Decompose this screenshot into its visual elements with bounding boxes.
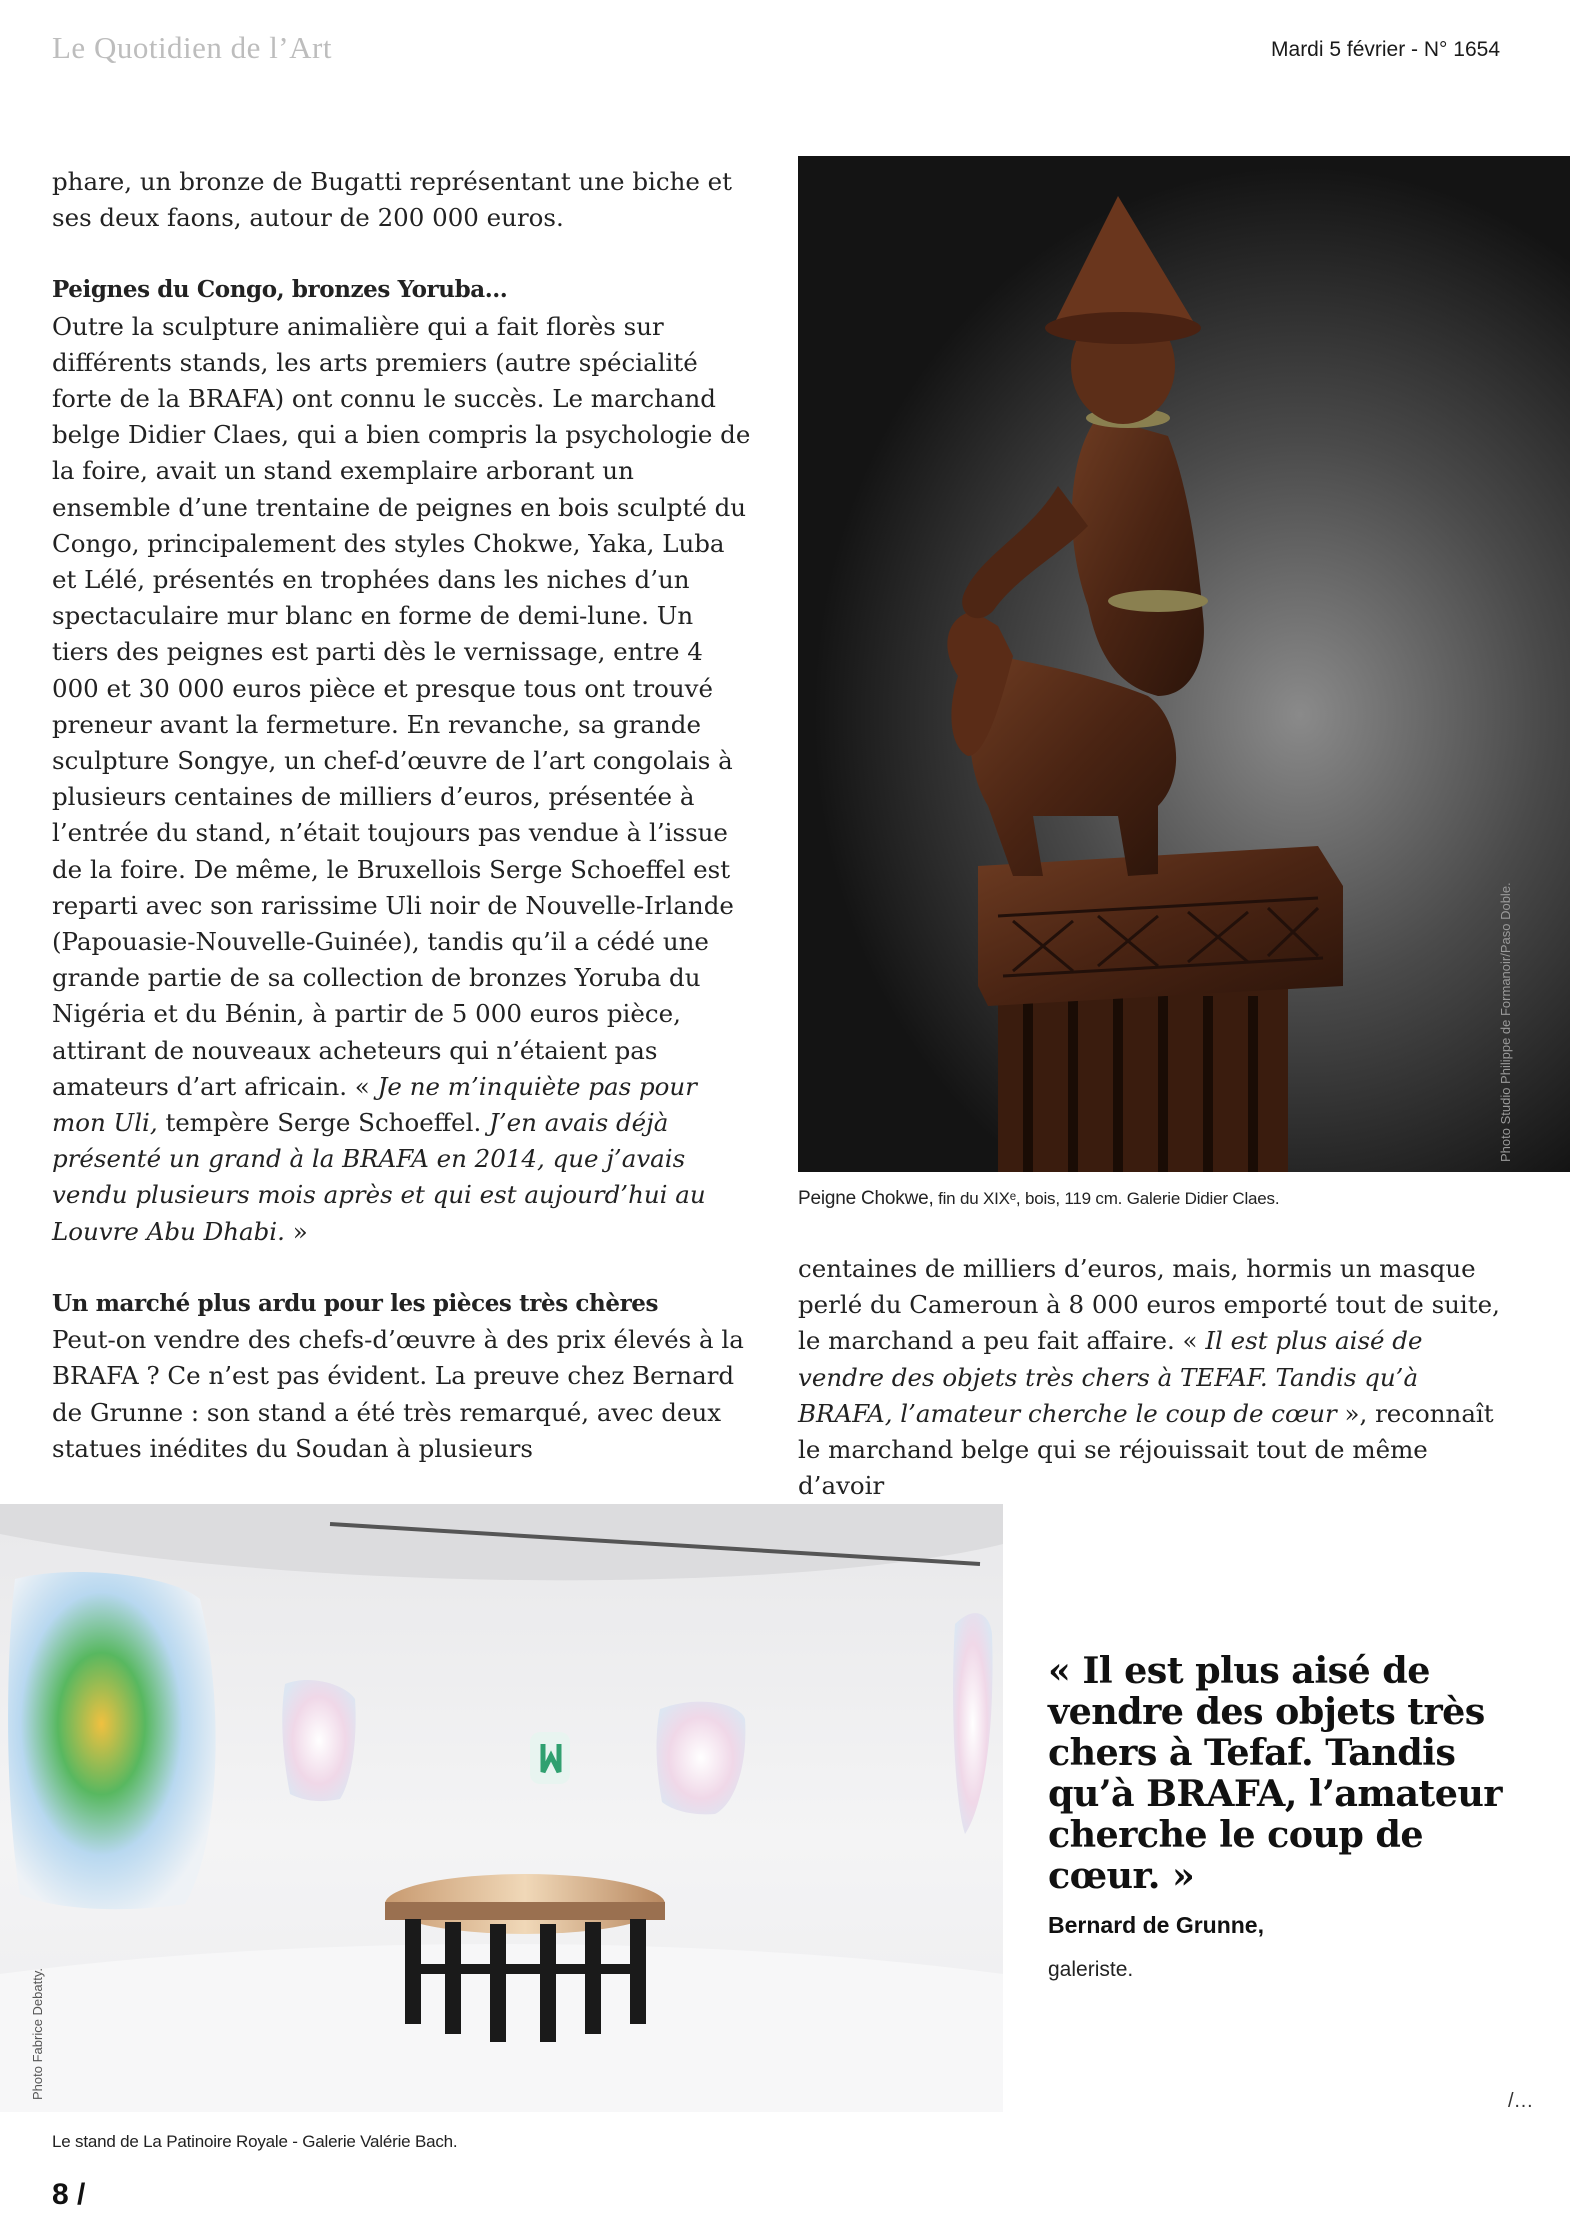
comb-teeth (998, 986, 1288, 1172)
quote-schoeffel-1: Je ne m’inquiète pas pour mon Uli, (52, 1071, 697, 1138)
text-congo-2: tempère Serge Schoeffel. (157, 1108, 490, 1138)
paragraph-grunne (798, 1251, 1510, 1504)
artwork-iridescent-medium (282, 1680, 355, 1801)
subheading-congo: Peignes du Congo, bronzes Yoruba… (52, 276, 508, 304)
chokwe-comb-illustration (798, 156, 1570, 1172)
issue-date: Mardi 5 février - N° 1654 (1271, 38, 1500, 61)
artwork-iridescent-large (8, 1572, 216, 1909)
paragraph-market: Peut-on vendre des chefs-d’œuvre à des prix élevés à la BRAFA ? Ce n’est pas évident. La preuve chez Bernard de Grunne : son stand a été très remarqué, avec deux statues inédites du Soudan à plusieurs (52, 1325, 744, 1463)
text-congo-3: » (284, 1216, 308, 1246)
subheading-market: Un marché plus ardu pour les pièces très chères (52, 1289, 659, 1317)
pull-quote-author: Bernard de Grunne, (1048, 1912, 1264, 1938)
figure-hat (1053, 196, 1193, 326)
photo-chokwe-comb (798, 156, 1570, 1172)
paragraph-congo (52, 309, 752, 1250)
article-column-left (52, 164, 752, 1467)
photo-credit-comb: Photo Studio Philippe de Formanoir/Paso Doble. (1498, 882, 1513, 1162)
text-grunne-2: », reconnaît le marchand belge qui se réjouissait tout de même d’avoir (798, 1398, 1494, 1501)
photo-credit-stand: Photo Fabrice Debatty. (30, 1968, 45, 2100)
paragraph-opening: phare, un bronze de Bugatti représentant une biche et ses deux faons, autour de 200 000 euros. (52, 167, 732, 233)
photo-gallery-stand (0, 1504, 1003, 2112)
pull-quote-role: galeriste. (1048, 1958, 1134, 1981)
continued-marker: /… (1508, 2090, 1534, 2112)
quote-grunne: Il est plus aisé de vendre des objets très chers à TEFAF. Tandis qu’à BRAFA, l’amateur cherche le coup de cœur (798, 1326, 1423, 1428)
caption-comb-title: Peigne Chokwe, (798, 1188, 934, 1209)
caption-comb-detail: fin du XIXᵉ, bois, 119 cm. Galerie Didier Claes. (933, 1189, 1280, 1208)
masthead-logo: Le Quotidien de l’Art (52, 30, 332, 65)
text-grunne-1: centaines de milliers d’euros, mais, hormis un masque perlé du Cameroun à 8 000 euros emporté tout de suite, le marchand a peu fait affaire. « (798, 1254, 1500, 1356)
quote-schoeffel-2: J’en avais déjà présenté un grand à la BRAFA en 2014, que j’avais vendu plusieurs mois après et qui est aujourd’hui au Louvre Abu Dhabi. (52, 1108, 706, 1246)
brass-waist-ring (1108, 590, 1208, 612)
gallery-stand-illustration (0, 1504, 1003, 2112)
seated-figure (1072, 416, 1204, 696)
caption-stand: Le stand de La Patinoire Royale - Galerie Valérie Bach. (52, 2132, 458, 2151)
caption-comb (798, 1188, 1279, 1210)
artwork-iridescent-right (656, 1702, 745, 1815)
page-number: 8 / (52, 2178, 86, 2211)
pull-quote: « Il est plus aisé de vendre des objets très chers à Tefaf. Tandis qu’à BRAFA, l’amateur cherche le coup de cœur. » (1048, 1649, 1502, 1897)
text-congo-1: Outre la sculpture animalière qui a fait florès sur différents stands, les arts premiers (autre spécialité forte de la BRAFA) ont connu le succès. Le marchand belge Didier Claes, qui a bien compris la psychologie de la foire, avait un stand exemplaire arborant un ensemble d’une trentaine de peignes en bois sculpté du Congo, principalement des styles Chokwe, Yaka, Luba et Lélé, présentés en trophées dans les niches d’un spectaculaire mur blanc en forme de demi-lune. Un tiers des peignes est parti dès le vernissage, entre 4 000 et 30 000 euros pièce et presque tous ont trouvé preneur avant la fermeture. En revanche, sa grande sculpture Songye, un chef-d’œuvre de l’art congolais à plusieurs centaines de milliers d’euros, présentée à l’entrée du stand, n’était toujours pas vendue à l’issue de la foire. De même, le Bruxellois Serge Schoeffel est reparti avec son rarissime Uli noir de Nouvelle-Irlande (Papouasie-Nouvelle-Guinée), tandis qu’il a cédé une grande partie de sa collection de bronzes Yoruba du Nigéria et du Bénin, à partir de 5 000 euros pièce, attirant de nouveaux acheteurs qui n’étaient pas amateurs d’art africain. « (52, 311, 751, 1101)
article-column-right (798, 1251, 1510, 1504)
